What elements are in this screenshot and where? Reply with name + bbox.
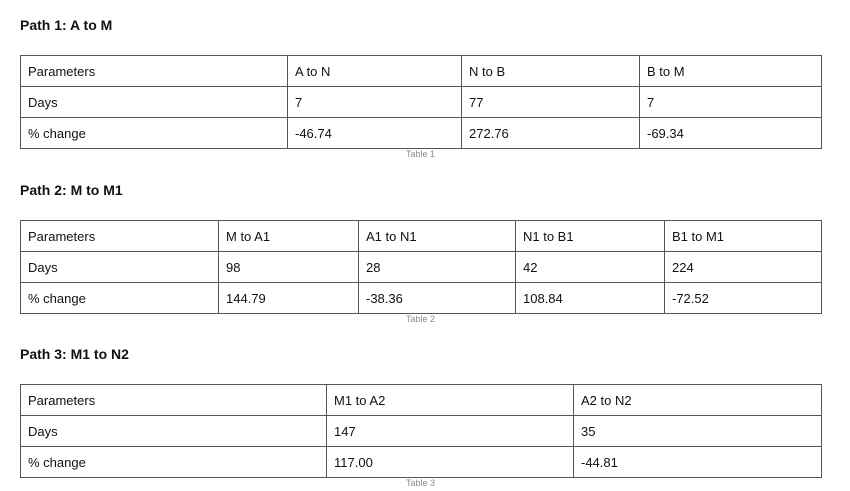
table-cell: Parameters xyxy=(21,221,219,252)
table-caption: Table 2 xyxy=(405,314,436,324)
path-1-table xyxy=(20,55,822,149)
table-cell: -44.81 xyxy=(574,447,822,478)
path-2-section xyxy=(20,181,821,324)
table-cell: B1 to M1 xyxy=(665,221,822,252)
table-row xyxy=(21,283,822,314)
table-cell: N to B xyxy=(462,56,640,87)
table-cell: A2 to N2 xyxy=(574,385,822,416)
table-cell: M to A1 xyxy=(219,221,359,252)
path-3-title: Path 3: M1 to N2 xyxy=(20,346,129,362)
table-cell: % change xyxy=(21,118,288,149)
table-cell: % change xyxy=(21,447,327,478)
path-3-section xyxy=(20,345,821,488)
table-cell: 147 xyxy=(327,416,574,447)
table-row xyxy=(21,252,822,283)
table-cell: 98 xyxy=(219,252,359,283)
table-cell: -69.34 xyxy=(640,118,822,149)
table-cell: 7 xyxy=(288,87,462,118)
table-cell: Days xyxy=(21,87,288,118)
path-1-section xyxy=(20,16,821,159)
path-3-table xyxy=(20,384,822,478)
table-cell: 108.84 xyxy=(516,283,665,314)
table-cell: A to N xyxy=(288,56,462,87)
table-cell: 42 xyxy=(516,252,665,283)
path-2-title: Path 2: M to M1 xyxy=(20,182,123,198)
path-1-title: Path 1: A to M xyxy=(20,17,113,33)
table-cell: 28 xyxy=(359,252,516,283)
table-cell: 224 xyxy=(665,252,822,283)
table-caption: Table 3 xyxy=(405,478,436,488)
table-cell: 117.00 xyxy=(327,447,574,478)
table-cell: M1 to A2 xyxy=(327,385,574,416)
table-cell: Parameters xyxy=(21,56,288,87)
path-2-table xyxy=(20,220,822,314)
table-cell: 35 xyxy=(574,416,822,447)
table-cell: Parameters xyxy=(21,385,327,416)
table-cell: A1 to N1 xyxy=(359,221,516,252)
table-cell: -38.36 xyxy=(359,283,516,314)
table-row xyxy=(21,56,822,87)
table-cell: B to M xyxy=(640,56,822,87)
table-row xyxy=(21,416,822,447)
table-row xyxy=(21,385,822,416)
table-cell: Days xyxy=(21,252,219,283)
table-row xyxy=(21,118,822,149)
table-caption: Table 1 xyxy=(405,149,436,159)
table-cell: % change xyxy=(21,283,219,314)
table-row xyxy=(21,447,822,478)
table-cell: 7 xyxy=(640,87,822,118)
table-cell: Days xyxy=(21,416,327,447)
table-row xyxy=(21,87,822,118)
table-cell: -72.52 xyxy=(665,283,822,314)
table-cell: 272.76 xyxy=(462,118,640,149)
table-cell: -46.74 xyxy=(288,118,462,149)
table-cell: 77 xyxy=(462,87,640,118)
table-cell: N1 to B1 xyxy=(516,221,665,252)
table-cell: 144.79 xyxy=(219,283,359,314)
table-row xyxy=(21,221,822,252)
